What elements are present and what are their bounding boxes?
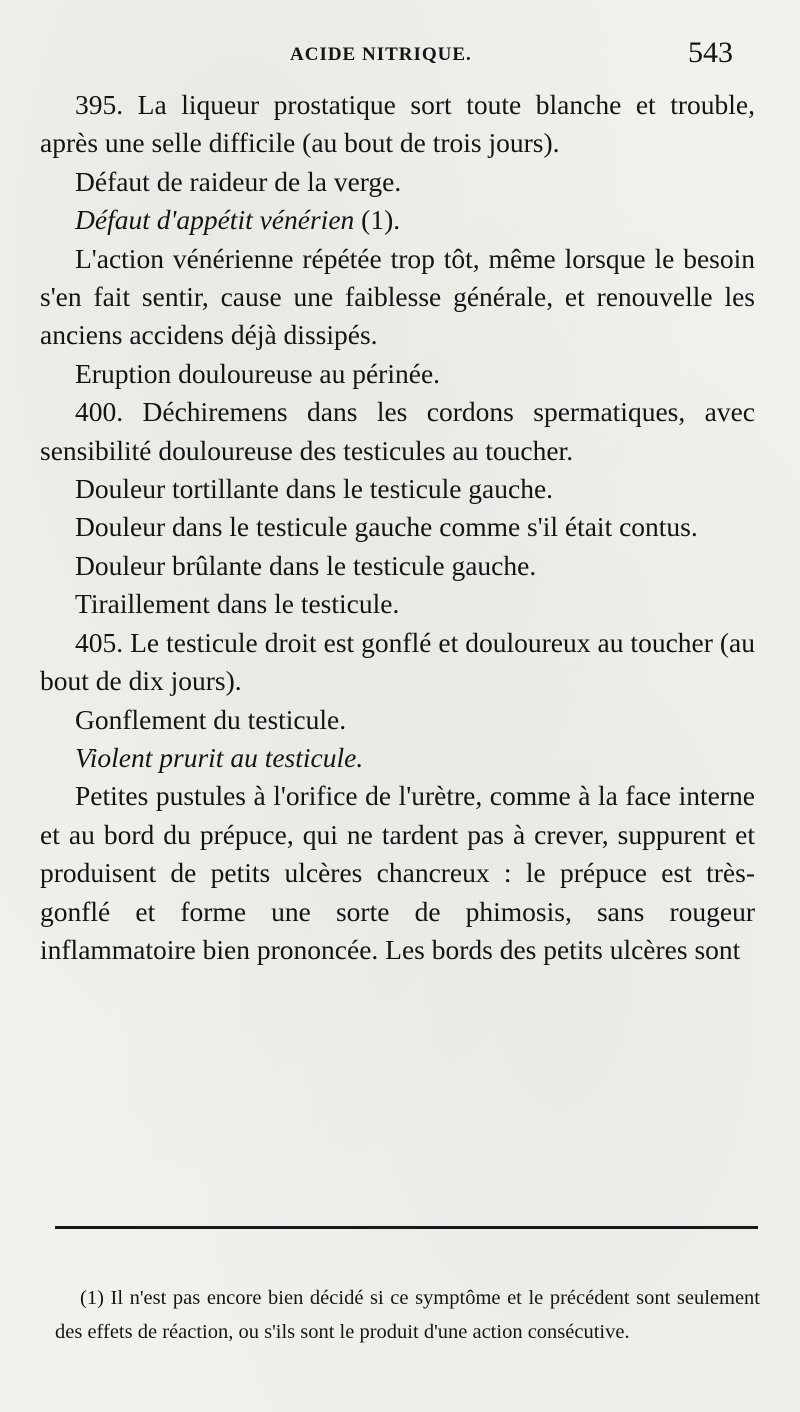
running-head: [0, 36, 800, 76]
footnote-rule: [55, 1226, 758, 1229]
paragraph-400: 400. Déchiremens dans les cordons spermatiques, avec sensibilité douloureuse des testicules au toucher.: [40, 396, 755, 466]
paragraph-405: 405. Le testicule droit est gonflé et douloureux au toucher (au bout de dix jours).: [40, 626, 755, 697]
paragraph: Petites pustules à l'orifice de l'urètre, comme à la face interne et au bord du prépuce, qui ne tardent pas à crever, suppurent et produisent de petits ulcères chancreux : le prépuce est très-gonflé et forme une sorte de phimosis, sans rougeur inflammatoire bien prononcée. Les bords des petits ulcères sont: [40, 780, 755, 965]
footnote: [55, 1281, 760, 1349]
paragraph-italic: [40, 201, 755, 239]
paragraph: Eruption douloureuse au périnée.: [75, 357, 441, 389]
running-head-title: ACIDE NITRIQUE.: [290, 44, 472, 65]
paragraph: Douleur dans le testicule gauche comme s'il était contus.: [75, 511, 698, 543]
footnote-reference: (1).: [361, 204, 401, 236]
paragraph-italic: Violent prurit au testicule.: [75, 741, 364, 773]
paragraph: Douleur brûlante dans le testicule gauche.: [75, 549, 537, 581]
paragraph: Tiraillement dans le testicule.: [75, 588, 400, 620]
body-text: [40, 86, 755, 969]
paragraph-395: 395. La liqueur prostatique sort toute blanche et trouble, après une selle difficile (au bout de trois jours).: [40, 89, 755, 159]
paragraph: Gonflement du testicule.: [75, 703, 347, 735]
paragraph: L'action vénérienne répétée trop tôt, même lorsque le besoin s'en fait sentir, cause une faiblesse générale, et renouvelle les anciens accidens déjà dissipés.: [40, 242, 755, 351]
page-number: 543: [688, 36, 733, 69]
paragraph: Défaut de raideur de la verge.: [75, 165, 402, 197]
paragraph-italic-text: Défaut d'appétit vénérien: [75, 204, 362, 236]
footnote-text: (1) Il n'est pas encore bien décidé si ce symptôme et le précédent sont seulement des effets de réaction, ou s'ils sont le produit d'une action consécutive.: [55, 1287, 760, 1343]
paragraph: Douleur tortillante dans le testicule gauche.: [75, 473, 554, 505]
